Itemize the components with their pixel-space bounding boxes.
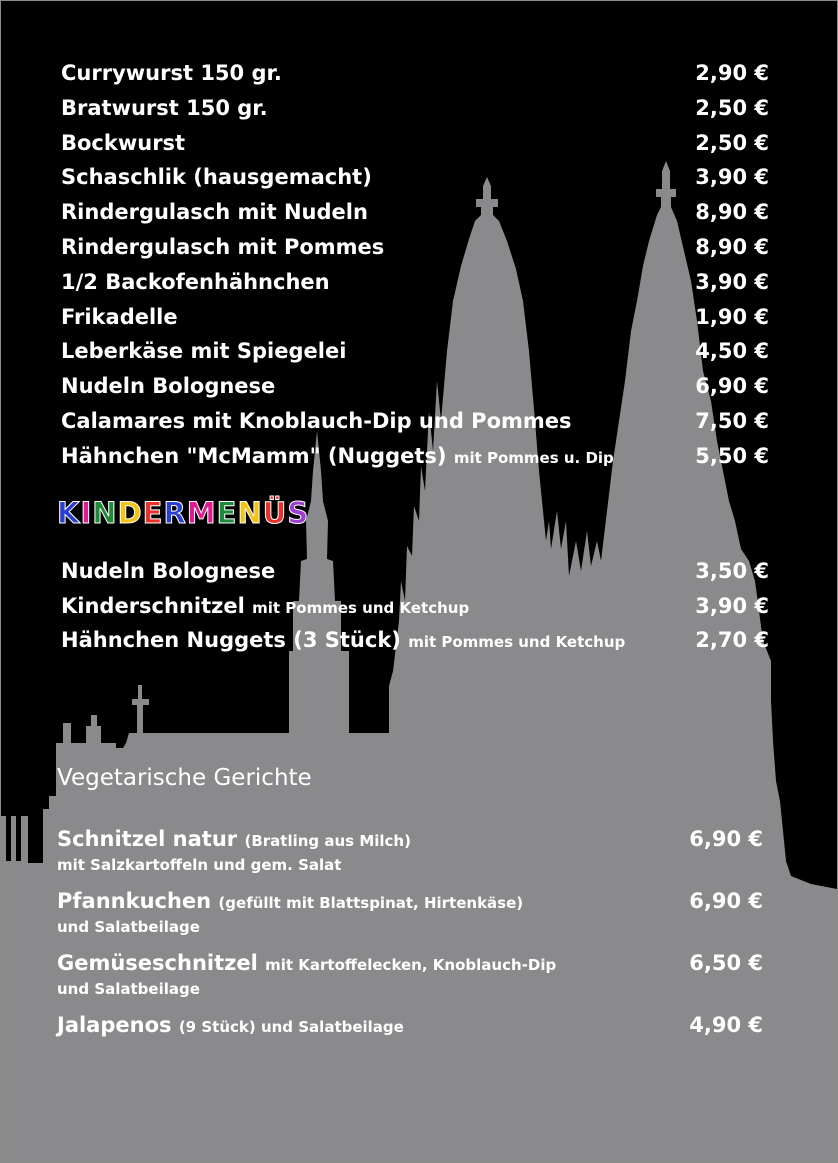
item-name-text: Frikadelle (61, 304, 178, 329)
item-price: 6,90 € (689, 889, 763, 913)
item-name (61, 374, 275, 398)
item-name-text: Bockwurst (61, 130, 186, 155)
kinder-heading-letter: E (216, 496, 238, 530)
vegetarian-item-line (57, 823, 769, 855)
item-price: 3,90 € (695, 593, 769, 618)
item-name-text: Currywurst 150 gr. (61, 61, 282, 85)
kinder-heading-letter: N (92, 496, 118, 530)
kinder-heading-letter: N (237, 496, 263, 530)
menu-item (61, 128, 771, 158)
item-name (61, 96, 268, 120)
item-note: (gefüllt mit Blattspinat, Hirtenkäse) (218, 894, 524, 912)
menu-item (61, 58, 771, 88)
item-name: Gemüseschnitzel (57, 951, 258, 975)
kinder-heading-letter: I (80, 496, 93, 530)
item-name (61, 131, 185, 155)
kindermenus-heading (57, 493, 309, 533)
menu-item (61, 591, 771, 621)
vegetarian-item (57, 823, 769, 881)
item-name (61, 61, 282, 85)
item-note: mit Pommes und Ketchup (408, 633, 626, 651)
item-name (61, 305, 178, 329)
menu-item (61, 93, 771, 123)
item-price: 3,50 € (695, 559, 769, 583)
menu-item (61, 267, 771, 297)
menu-item (61, 336, 771, 366)
item-price: 6,90 € (695, 374, 769, 399)
vegetarian-item (57, 947, 769, 1005)
item-name-text: Leberkäse mit Spiegelei (61, 339, 347, 364)
menu-item (61, 197, 771, 227)
item-subline: und Salatbeilage (57, 980, 200, 998)
item-note: mit Pommes u. Dip (453, 448, 614, 467)
item-price: 8,90 € (695, 235, 769, 259)
menu-item (61, 232, 771, 262)
vegetarian-item (57, 1009, 769, 1041)
item-name (61, 444, 614, 468)
item-note: (9 Stück) und Salatbeilage (178, 1018, 404, 1036)
kinder-heading-letter: S (287, 496, 310, 530)
item-price: 8,90 € (695, 200, 769, 225)
item-price: 2,90 € (695, 61, 769, 85)
item-note: mit Pommes und Ketchup (252, 598, 470, 617)
menu-item (61, 162, 771, 192)
item-price: 2,50 € (695, 130, 769, 155)
item-name (61, 559, 275, 583)
menu-item (61, 625, 771, 655)
kinder-heading-letter: D (117, 496, 143, 530)
item-name-text: Calamares mit Knoblauch-Dip und Pommes (61, 409, 572, 433)
vegetarian-item-line (57, 947, 769, 979)
item-name-text: Schaschlik (hausgemacht) (61, 165, 372, 190)
item-price: 6,50 € (689, 951, 763, 975)
item-price: 2,50 € (695, 95, 769, 120)
item-name: Jalapenos (57, 1013, 172, 1037)
item-name-text: Rindergulasch mit Nudeln (61, 200, 368, 225)
item-name-text: Rindergulasch mit Pommes (61, 235, 385, 259)
item-name (61, 594, 469, 618)
menu-item (61, 441, 771, 471)
item-name (61, 270, 330, 294)
menu-item (61, 406, 771, 436)
menu-item (61, 371, 771, 401)
item-price: 7,50 € (695, 409, 769, 433)
menu-item (61, 302, 771, 332)
item-price: 4,90 € (689, 1013, 763, 1037)
item-name-text: 1/2 Backofenhähnchen (61, 269, 330, 294)
item-name-text: Hähnchen Nuggets (3 Stück) (61, 628, 401, 652)
item-name-text: Nudeln Bolognese (61, 559, 276, 583)
kinder-heading-letter: E (142, 496, 164, 530)
menu-item (61, 556, 771, 586)
item-subline: und Salatbeilage (57, 918, 200, 936)
item-name-text: Hähnchen "McMamm" (Nuggets) (61, 443, 447, 468)
item-price: 4,50 € (695, 339, 769, 364)
kinder-heading-letter: Ü (262, 496, 288, 530)
vegetarian-title: Vegetarische Gerichte (57, 765, 312, 791)
item-note: (Bratling aus Milch) (244, 832, 411, 850)
item-name (61, 628, 625, 652)
item-name (61, 339, 346, 363)
item-name: Schnitzel natur (57, 827, 238, 851)
kinder-heading-letter: K (57, 496, 81, 530)
kinder-heading-letter: R (163, 496, 187, 530)
item-price: 2,70 € (695, 628, 769, 652)
item-price: 3,90 € (695, 269, 769, 294)
item-name: Pfannkuchen (57, 889, 212, 913)
vegetarian-item-line (57, 1009, 769, 1041)
item-name (61, 409, 572, 433)
item-name-text: Nudeln Bolognese (61, 374, 276, 399)
item-subline: mit Salzkartoffeln und gem. Salat (57, 856, 342, 874)
item-name-text: Kinderschnitzel (61, 593, 245, 618)
item-price: 1,90 € (695, 304, 769, 329)
vegetarian-item (57, 885, 769, 943)
item-name-text: Bratwurst 150 gr. (61, 95, 268, 120)
item-name (61, 165, 372, 189)
item-price: 5,50 € (695, 443, 769, 468)
item-name (61, 235, 384, 259)
vegetarian-item-line (57, 885, 769, 917)
item-price: 6,90 € (689, 827, 763, 851)
kinder-heading-letter: M (186, 496, 217, 530)
item-note: mit Kartoffelecken, Knoblauch-Dip (265, 956, 557, 974)
item-name (61, 200, 368, 224)
item-price: 3,90 € (695, 165, 769, 190)
